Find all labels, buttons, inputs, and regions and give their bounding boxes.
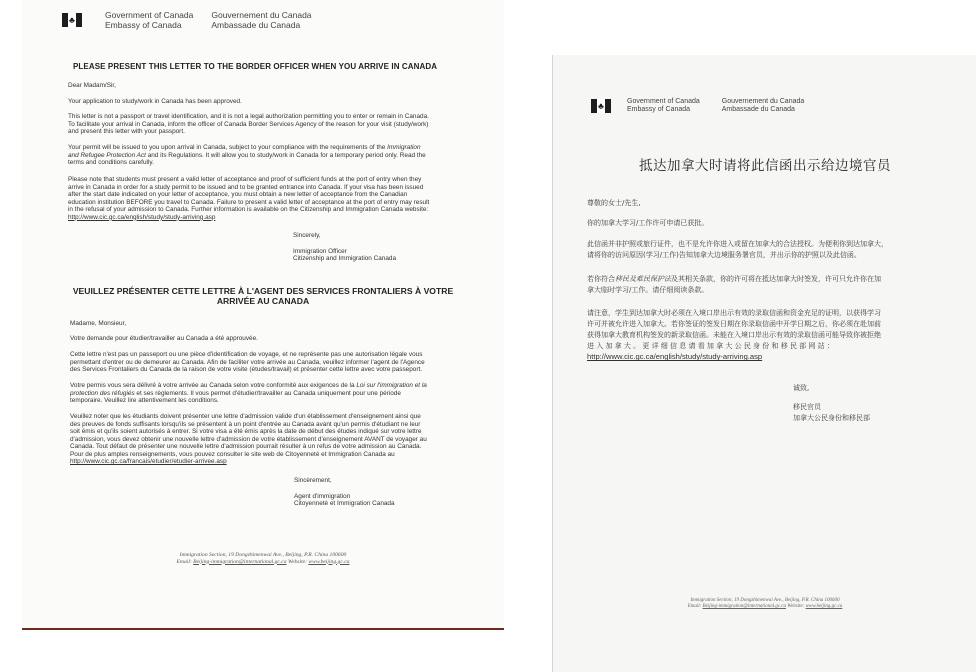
- closing: Sincèrement,: [294, 477, 332, 484]
- email-link[interactable]: Beijing-immigration@international.gc.ca: [702, 604, 787, 610]
- text-line: arrive in Canada in order for a study permit to be issued and to be granted entrance into Canada. If your visa has been issued: [68, 183, 424, 191]
- text-line: 进 入 加 拿 大 。 更 详 细 信 息 请 看 加 拿 大 公 民 身 份 和 移 民 部 网 站 ：: [587, 341, 834, 350]
- gov-en: Government of Canada: [105, 10, 194, 20]
- text-line: Veuillez noter que les étudiants doivent présenter une lettre d'admission valide d'un établissement d'enseignement ainsi que: [70, 413, 421, 420]
- french-salutation: Madame, Monsieur,: [70, 320, 127, 327]
- emb-fr: Ambassade du Canada: [211, 19, 301, 30]
- act-name: Loi sur l'immigration et la: [356, 382, 427, 389]
- text-line: in the refusal of your admission to Canada. Further information is available on the Citizenship and Immigration Canada website:: [68, 206, 429, 214]
- english-paragraph-1: [68, 113, 429, 136]
- text-line: [70, 390, 427, 398]
- header-french: [722, 98, 805, 114]
- website-link[interactable]: www.beijing.gc.ca: [308, 558, 350, 565]
- text-line: [587, 274, 881, 285]
- text-line: 请注意，学生到达加拿大时必须在入境口岸出示有效的录取信函和资金充足的证明，以获得学习: [587, 309, 881, 317]
- header-english: [627, 98, 700, 114]
- letter-header: [62, 11, 330, 31]
- text-line: 获得加拿大教育机构签发的新录取信函。未能在入境口岸出示有效的录取信函可能导致你被拒绝: [587, 330, 881, 339]
- english-signature: [293, 232, 396, 263]
- gov-en: Government of Canada: [627, 98, 700, 105]
- chinese-letter-page: [552, 55, 976, 672]
- text-line: soit émis et qu'ils soient autorisés à entrer. Si votre visa a été émis après la date de début des études indiqué sur votre lettre: [70, 428, 422, 436]
- chinese-title: 抵达加拿大时请将此信函出示给边境官员: [639, 158, 891, 174]
- text-line: after the start date indicated on your letter of acceptance, you must obtain a new letter of acceptance from the Canadian: [68, 191, 408, 199]
- signature-department: Citoyenneté et Immigration Canada: [294, 500, 395, 508]
- title-line: VEUILLEZ PRÉSENTER CETTE LETTRE À L'AGENT DES SERVICES FRONTALIERS À VOTRE: [72, 286, 454, 296]
- french-paragraph-2: [70, 382, 427, 405]
- emb-fr: Ambassade du Canada: [721, 106, 795, 114]
- act-name: 移民及难民保护法: [615, 275, 671, 283]
- text-run: et ses règlements. Il vous permet d'étudier/travailler au Canada uniquement pour une période: [134, 389, 401, 397]
- text-line: Canada. Tout défaut de présenter une nouvelle lettre d'admission pourrait résulter à un refus de votre admission au Canada.: [70, 443, 422, 451]
- header-english: [105, 11, 193, 31]
- chinese-approved: 你的加拿大学习/工作许可申请已获批。: [587, 219, 709, 227]
- cic-website-link[interactable]: http://www.cic.gc.ca/english/study/study-arriving.asp: [587, 352, 763, 362]
- gov-fr: Gouvernement du Canada: [721, 98, 805, 105]
- text-run: Votre permis vous sera délivré à votre arrivée au Canada selon votre conformité aux exigences de la: [70, 382, 357, 389]
- text-line: This letter is not a passport or travel identification, and it is not a legal authorization permitting you to enter or remain in Canada.: [68, 113, 429, 120]
- text-line: 许可并被允许进入加拿大。若你签证的签发日期在你录取信函中开学日期之后，你必须在赴加前: [587, 319, 881, 328]
- text-line: Please note that students must present a valid letter of acceptance and proof of sufficient funds at the port of entry when they: [68, 176, 422, 183]
- emb-en: Embassy of Canada: [627, 106, 691, 114]
- french-paragraph-3: [70, 413, 427, 466]
- text-line: 请将你的访问原因(学习/工作)告知加拿大边境服务署官员，并出示你的护照以及此信函。: [587, 250, 861, 259]
- text-line: To facilitate your arrival in Canada, inform the officer of Canada Border Services Agency of the reason for your visit (study/work): [68, 120, 429, 128]
- footer-contact: [553, 604, 976, 610]
- text-line: terms and conditions carefully.: [68, 159, 154, 167]
- text-line: temporaire. Veuillez lire attentivement les conditions.: [70, 397, 219, 405]
- chinese-salutation: 尊敬的女士/先生,: [587, 199, 641, 207]
- french-approved: Votre demande pour étudier/travailler au Canada a été approuvée.: [70, 335, 258, 342]
- english-paragraph-3: [68, 176, 429, 221]
- chinese-paragraph-1: [587, 239, 888, 261]
- english-title: PLEASE PRESENT THIS LETTER TO THE BORDER OFFICER WHEN YOU ARRIVE IN CANADA: [73, 62, 438, 71]
- text-run: 及其相关条款，你的许可将在抵达加拿大时签发，许可只允许你在加: [671, 275, 881, 283]
- text-run: 若你符合: [587, 275, 615, 283]
- cic-website-link[interactable]: http://www.cic.gc.ca/english/study/study-arriving.asp: [68, 213, 216, 221]
- letter-footer: [553, 598, 976, 611]
- text-line: [68, 152, 426, 160]
- email-label: Email:: [687, 604, 703, 610]
- closing: Sincerely,: [293, 232, 321, 239]
- text-line: d'admission, vous devez obtenir une nouvelle lettre d'admission de votre établissement d'enseignement AVANT de voyager au: [70, 435, 427, 443]
- signature-department: Citizenship and Immigration Canada: [293, 255, 397, 263]
- gov-fr: Gouvernement du Canada: [211, 10, 312, 20]
- footer-contact: [22, 559, 504, 566]
- text-line: des preuves de fonds suffisants lorsqu'ils se présentent à un point d'entrée au Canada avant qu'un permis d'étudiant ne leur: [70, 420, 421, 428]
- cic-french-website-link[interactable]: http://www.cic.gc.ca/francais/etudier/etudier-arrivee.asp: [70, 458, 227, 466]
- footer-address: Immigration Section, 19 Dongzhimenwai Ave., Beijing, P.R. China 100600: [690, 598, 840, 603]
- chinese-signature: [793, 383, 870, 424]
- email-label: Email:: [176, 558, 194, 565]
- text-line: [68, 144, 426, 152]
- english-french-letter-page: [22, 0, 504, 630]
- website-label: Website:: [286, 558, 309, 565]
- signature-title: 移民官员: [793, 402, 821, 411]
- website-label: Website:: [786, 604, 806, 610]
- header-french: [211, 11, 311, 31]
- letter-footer: [22, 552, 504, 565]
- canada-flag-icon: ♣: [591, 99, 611, 113]
- chinese-paragraph-3: [587, 308, 881, 363]
- text-line: des Services Frontaliers du Canada de la raison de votre visite (études/travail) et présenter cette lettre avec votre passeport.: [70, 366, 423, 374]
- text-line: permettant d'entrer ou de demeurer au Canada. Afin de faciliter votre arrivée au Canada, veuillez informer l'agent de l'Agence: [70, 358, 425, 366]
- emb-en: Embassy of Canada: [105, 19, 182, 30]
- closing: 诚致,: [793, 384, 810, 392]
- act-name: protection des réfugiés: [70, 389, 135, 397]
- letter-header: [591, 98, 826, 114]
- website-link[interactable]: www.beijing.gc.ca: [805, 604, 843, 610]
- text-run: Your permit will be issued to you upon arrival in Canada, subject to your compliance with the requirements of the: [68, 144, 388, 151]
- act-name: and Refugee Protection Act: [68, 151, 146, 159]
- french-paragraph-1: [70, 351, 425, 374]
- email-link[interactable]: Beijing-immigration@international.gc.ca: [193, 558, 287, 565]
- french-signature: [294, 477, 395, 508]
- english-salutation: Dear Madam/Sir,: [68, 82, 116, 89]
- text-line: [70, 382, 427, 390]
- text-line: and present this letter with your passport.: [68, 128, 185, 136]
- footer-address: Immigration Section, 19 Dongzhimenwai Ave., Beijing, P.R. China 100600: [179, 552, 347, 558]
- text-run: and its Regulations. It will allow you to study/work in Canada for a temporary period only. Read the: [145, 151, 426, 159]
- text-line: 此信函并非护照或旅行证件，也不是允许你进入或留在加拿大的合法授权。为便利你到达加拿大，: [587, 240, 888, 248]
- text-line: education institution BEFORE you travel to Canada. Failure to present a valid letter of acceptance at the port of entry may result: [68, 198, 430, 206]
- english-paragraph-2: [68, 144, 426, 167]
- french-title: [42, 286, 484, 306]
- text-line: Cette lettre n'est pas un passeport ou une pièce d'identification de voyage, et ne représente pas une autorisation légale vous: [70, 351, 423, 358]
- signature-department: 加拿大公民身份和移民部: [793, 413, 870, 422]
- title-line: ARRIVÉE AU CANADA: [216, 296, 310, 307]
- text-line: Pour de plus amples renseignements, vous pouvez consulter le site web de Citoyenneté et Immigration Canada au: [70, 450, 395, 458]
- chinese-paragraph-2: [587, 274, 881, 296]
- signature-title: Agent d'immigration: [294, 492, 351, 500]
- text-line: 拿大临时学习/工作。请仔细阅读条款。: [587, 285, 709, 294]
- act-name: Immigration: [387, 144, 421, 151]
- canada-flag-icon: ♣: [62, 13, 82, 27]
- signature-title: Immigration Officer: [293, 247, 347, 255]
- english-approved: Your application to study/work in Canada has been approved.: [68, 98, 242, 105]
